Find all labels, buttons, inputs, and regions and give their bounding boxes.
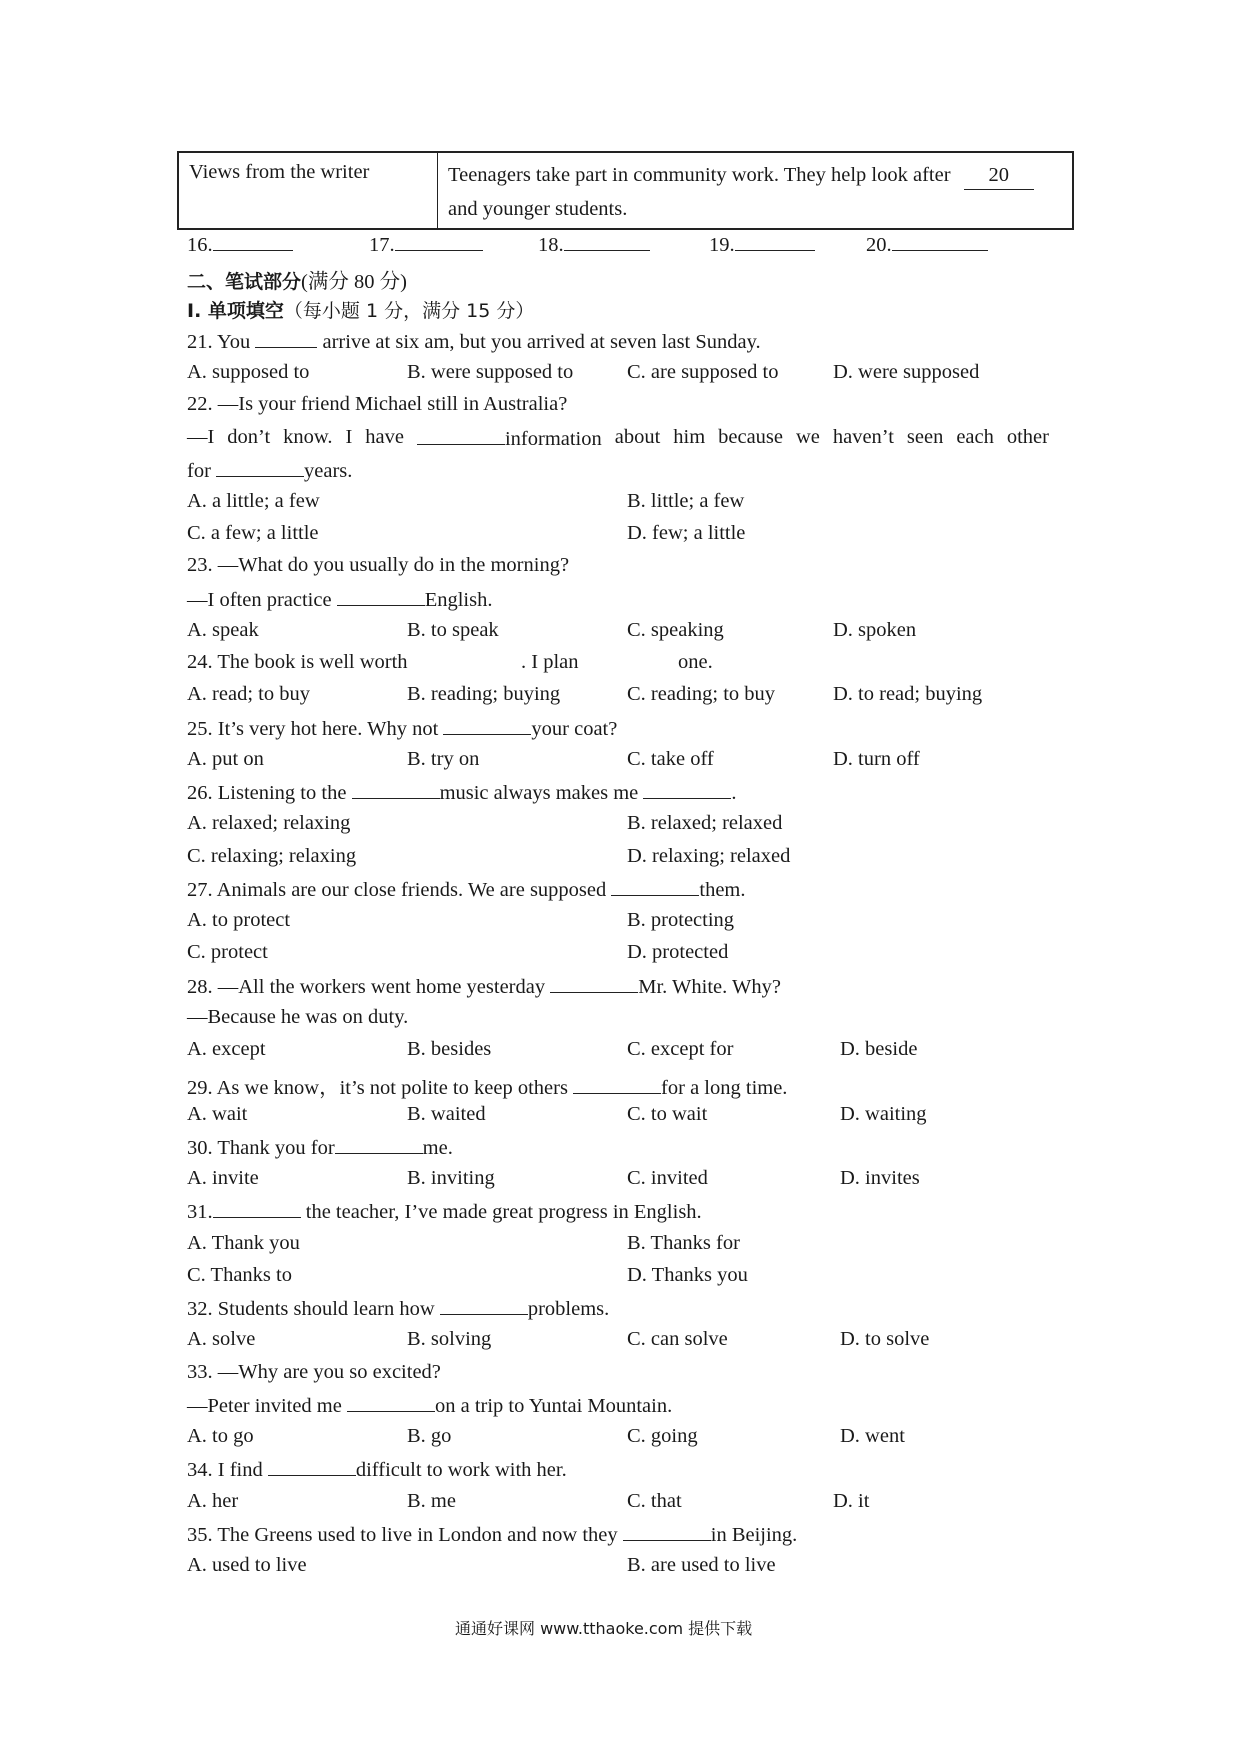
q32-option-b[interactable]: B. solving xyxy=(407,1328,492,1350)
q34-option-c[interactable]: C. that xyxy=(627,1490,682,1512)
answer-blank-20[interactable] xyxy=(892,232,988,251)
q33-line2: —Peter invited me on a trip to Yuntai Mountain. xyxy=(187,1395,673,1417)
q26-option-c[interactable]: C. relaxing; relaxing xyxy=(187,845,357,867)
q33-option-c[interactable]: C. going xyxy=(627,1425,698,1447)
q35-option-a[interactable]: A. used to live xyxy=(187,1554,307,1576)
q31-option-c[interactable]: C. Thanks to xyxy=(187,1264,292,1286)
q27-option-d[interactable]: D. protected xyxy=(627,941,729,963)
q22-option-a[interactable]: A. a little; a few xyxy=(187,490,320,512)
q32-option-c[interactable]: C. can solve xyxy=(627,1328,728,1350)
q34-option-d[interactable]: D. it xyxy=(833,1490,870,1512)
q24-option-b[interactable]: B. reading; buying xyxy=(407,683,561,705)
q21-stem: 21. You arrive at six am, but you arrived at seven last Sunday. xyxy=(187,331,761,353)
q29-option-b[interactable]: B. waited xyxy=(407,1103,486,1125)
q25-stem: 25. It’s very hot here. Why not your coat? xyxy=(187,718,618,740)
q24-stem-c: one. xyxy=(678,651,713,673)
q28-option-d[interactable]: D. beside xyxy=(840,1038,918,1060)
q29-stem: 29. As we know，it’s not polite to keep others for a long time. xyxy=(187,1077,788,1099)
info-table xyxy=(177,151,1074,230)
answer-blank-16[interactable] xyxy=(213,232,293,251)
q25-option-b[interactable]: B. try on xyxy=(407,748,480,770)
q30-option-a[interactable]: A. invite xyxy=(187,1167,259,1189)
q33-blank[interactable] xyxy=(347,1393,435,1412)
blank-20-number: 20 xyxy=(988,164,1009,186)
q23-stem: 23. —What do you usually do in the morning? xyxy=(187,554,570,576)
q26-blank-2[interactable] xyxy=(643,780,731,799)
q29-option-a[interactable]: A. wait xyxy=(187,1103,248,1125)
q25-blank[interactable] xyxy=(443,716,531,735)
q26-option-a[interactable]: A. relaxed; relaxing xyxy=(187,812,351,834)
q35-blank[interactable] xyxy=(623,1522,711,1541)
q25-option-d[interactable]: D. turn off xyxy=(833,748,920,770)
q33-stem: 33. —Why are you so excited? xyxy=(187,1361,441,1383)
answer-blank-19[interactable] xyxy=(735,232,815,251)
q28-option-c[interactable]: C. except for xyxy=(627,1038,734,1060)
q26-option-b[interactable]: B. relaxed; relaxed xyxy=(627,812,783,834)
q32-option-a[interactable]: A. solve xyxy=(187,1328,256,1350)
subsection-note: （每小题 1 分，满分 15 分） xyxy=(283,300,535,322)
answer-blank-17[interactable] xyxy=(395,232,483,251)
q33-option-b[interactable]: B. go xyxy=(407,1425,452,1447)
q28-line2: —Because he was on duty. xyxy=(187,1006,409,1028)
section-score: (满分 80 分) xyxy=(301,271,407,293)
q22-option-d[interactable]: D. few; a little xyxy=(627,522,746,544)
q30-option-b[interactable]: B. inviting xyxy=(407,1167,495,1189)
q33-option-a[interactable]: A. to go xyxy=(187,1425,254,1447)
q24-option-d[interactable]: D. to read; buying xyxy=(833,683,983,705)
q22-line2: —I don’t know. I have information about him because we haven’t seen each other xyxy=(187,426,1049,450)
q28-stem: 28. —All the workers went home yesterday Mr. White. Why? xyxy=(187,976,781,998)
q21-option-a[interactable]: A. supposed to xyxy=(187,361,310,383)
q34-option-b[interactable]: B. me xyxy=(407,1490,456,1512)
q24-option-c[interactable]: C. reading; to buy xyxy=(627,683,776,705)
q31-stem: 31. the teacher, I’ve made great progress in English. xyxy=(187,1201,702,1223)
q25-option-a[interactable]: A. put on xyxy=(187,748,264,770)
q23-option-b[interactable]: B. to speak xyxy=(407,619,499,641)
answer-17: 17. xyxy=(369,232,483,257)
q27-blank[interactable] xyxy=(611,877,699,896)
q35-option-b[interactable]: B. are used to live xyxy=(627,1554,776,1576)
section-title: 二、笔试部分 xyxy=(187,271,302,293)
q22-stem: 22. —Is your friend Michael still in Australia? xyxy=(187,393,568,415)
younger-students-text: and younger students. xyxy=(448,198,628,220)
answer-19: 19. xyxy=(709,232,815,257)
q22-option-b[interactable]: B. little; a few xyxy=(627,490,745,512)
q22-line3: for years. xyxy=(187,460,353,482)
answer-20: 20. xyxy=(866,232,988,257)
q21-option-d[interactable]: D. were supposed xyxy=(833,361,980,383)
q29-option-c[interactable]: C. to wait xyxy=(627,1103,708,1125)
q26-blank-1[interactable] xyxy=(352,780,440,799)
q28-option-a[interactable]: A. except xyxy=(187,1038,266,1060)
q32-stem: 32. Students should learn how problems. xyxy=(187,1298,610,1320)
q33-option-d[interactable]: D. went xyxy=(840,1425,905,1447)
subsection-title: Ⅰ. 单项填空 xyxy=(187,300,284,322)
q30-option-d[interactable]: D. invites xyxy=(840,1167,920,1189)
answer-blank-18[interactable] xyxy=(564,232,650,251)
teenagers-text: Teenagers take part in community work. They help look after xyxy=(448,164,951,186)
q23-blank[interactable] xyxy=(337,587,425,606)
q32-option-d[interactable]: D. to solve xyxy=(840,1328,930,1350)
q31-blank[interactable] xyxy=(213,1199,301,1218)
q23-line2: —I often practice English. xyxy=(187,589,493,611)
table-cell-teenagers xyxy=(438,152,1074,229)
footer-source: 通通好课网 www.tthaoke.com 提供下载 xyxy=(455,1619,753,1638)
q27-option-a[interactable]: A. to protect xyxy=(187,909,291,931)
q31-option-d[interactable]: D. Thanks you xyxy=(627,1264,748,1286)
q30-stem: 30. Thank you for me. xyxy=(187,1137,453,1159)
q26-option-d[interactable]: D. relaxing; relaxed xyxy=(627,845,791,867)
q29-blank[interactable] xyxy=(573,1075,661,1094)
q23-option-a[interactable]: A. speak xyxy=(187,619,259,641)
q23-option-d[interactable]: D. spoken xyxy=(833,619,917,641)
q24-stem-a: 24. The book is well worth xyxy=(187,651,408,673)
q22-option-c[interactable]: C. a few; a little xyxy=(187,522,319,544)
answer-18: 18. xyxy=(538,232,650,257)
q31-option-a[interactable]: A. Thank you xyxy=(187,1232,300,1254)
views-label: Views from the writer xyxy=(189,161,370,183)
section-heading xyxy=(187,264,407,294)
q27-option-c[interactable]: C. protect xyxy=(187,941,268,963)
q35-stem: 35. The Greens used to live in London and now they in Beijing. xyxy=(187,1524,798,1546)
q29-option-d[interactable]: D. waiting xyxy=(840,1103,927,1125)
q23-option-c[interactable]: C. speaking xyxy=(627,619,724,641)
blank-20[interactable] xyxy=(964,161,1034,190)
q32-blank[interactable] xyxy=(440,1296,528,1315)
q31-option-b[interactable]: B. Thanks for xyxy=(627,1232,740,1254)
q25-option-c[interactable]: C. take off xyxy=(627,748,714,770)
q21-option-c[interactable]: C. are supposed to xyxy=(627,361,779,383)
subsection-heading xyxy=(187,296,534,323)
q34-stem: 34. I find difficult to work with her. xyxy=(187,1459,567,1481)
q21-option-b[interactable]: B. were supposed to xyxy=(407,361,574,383)
q24-option-a[interactable]: A. read; to buy xyxy=(187,683,310,705)
q22-blank-1[interactable] xyxy=(417,426,505,445)
q21-blank[interactable] xyxy=(255,329,317,348)
answer-16: 16. xyxy=(187,232,293,257)
q27-option-b[interactable]: B. protecting xyxy=(627,909,735,931)
q24-stem-b: . I plan xyxy=(521,651,579,673)
table-cell-views xyxy=(178,152,438,229)
q34-option-a[interactable]: A. her xyxy=(187,1490,239,1512)
q34-blank[interactable] xyxy=(268,1457,356,1476)
q27-stem: 27. Animals are our close friends. We are supposed them. xyxy=(187,879,746,901)
q22-blank-2[interactable] xyxy=(216,458,304,477)
q26-stem: 26. Listening to the music always makes me . xyxy=(187,782,737,804)
q28-option-b[interactable]: B. besides xyxy=(407,1038,492,1060)
q30-option-c[interactable]: C. invited xyxy=(627,1167,708,1189)
q30-blank[interactable] xyxy=(335,1135,423,1154)
q28-blank[interactable] xyxy=(550,974,638,993)
